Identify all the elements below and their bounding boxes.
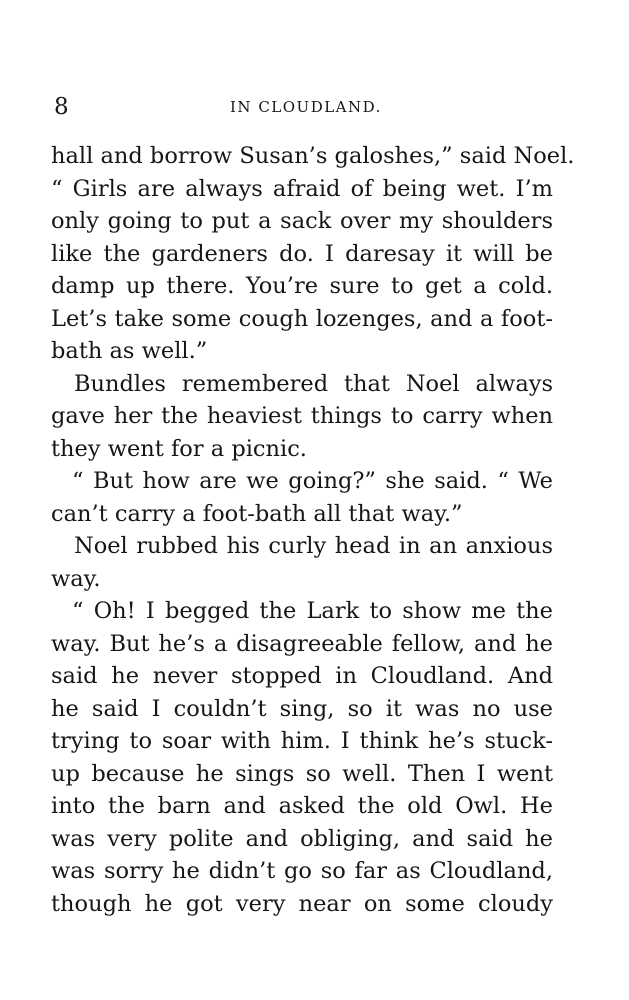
paragraph-first-line: Noel rubbed his curly head in an anxious	[74, 533, 553, 559]
text-line: trying to soar with him. I think he’s stuck-	[51, 728, 553, 754]
text-line: bath as well.”	[51, 338, 208, 364]
text-line: he said I couldn’t sing, so it was no use	[51, 695, 553, 722]
text-line: though he got very near on some cloudy	[51, 890, 553, 917]
running-head	[54, 92, 554, 122]
text-line: Let’s take some cough lozenges, and a foot-	[51, 305, 553, 332]
paragraph-first-line: Bundles remembered that Noel always	[74, 370, 553, 397]
text-line: into the barn and asked the old Owl. He	[51, 793, 553, 819]
page-number: 8	[54, 94, 69, 120]
text-line: was very polite and obliging, and said he	[51, 825, 553, 852]
text-line: gave her the heaviest things to carry when	[51, 403, 553, 429]
text-line: “ Girls are always afraid of being wet. I’m	[51, 175, 553, 202]
text-line: was sorry he didn’t go so far as Cloudland,	[51, 858, 553, 884]
text-line: way. But he’s a disagreeable fellow, and he	[51, 630, 553, 657]
text-line: hall and borrow Susan’s galoshes,” said Noel.	[51, 143, 575, 169]
text-line: damp up there. You’re sure to get a cold.	[51, 273, 553, 299]
text-line: can’t carry a foot-bath all that way.”	[51, 500, 463, 527]
text-line: way.	[51, 565, 101, 592]
text-line: up because he sings so well. Then I went	[51, 760, 553, 787]
body-text	[51, 140, 575, 920]
text-line: only going to put a sack over my shoulders	[51, 208, 553, 234]
text-line: they went for a picnic.	[51, 435, 307, 462]
paragraph-first-line: “ Oh! I begged the Lark to show me the	[72, 598, 553, 624]
paragraph-first-line: “ But how are we going?” she said. “ We	[72, 468, 553, 494]
text-line: said he never stopped in Cloudland. And	[51, 663, 553, 689]
running-title: IN CLOUDLAND.	[230, 98, 382, 116]
text-line: like the gardeners do. I daresay it will be	[51, 240, 553, 267]
